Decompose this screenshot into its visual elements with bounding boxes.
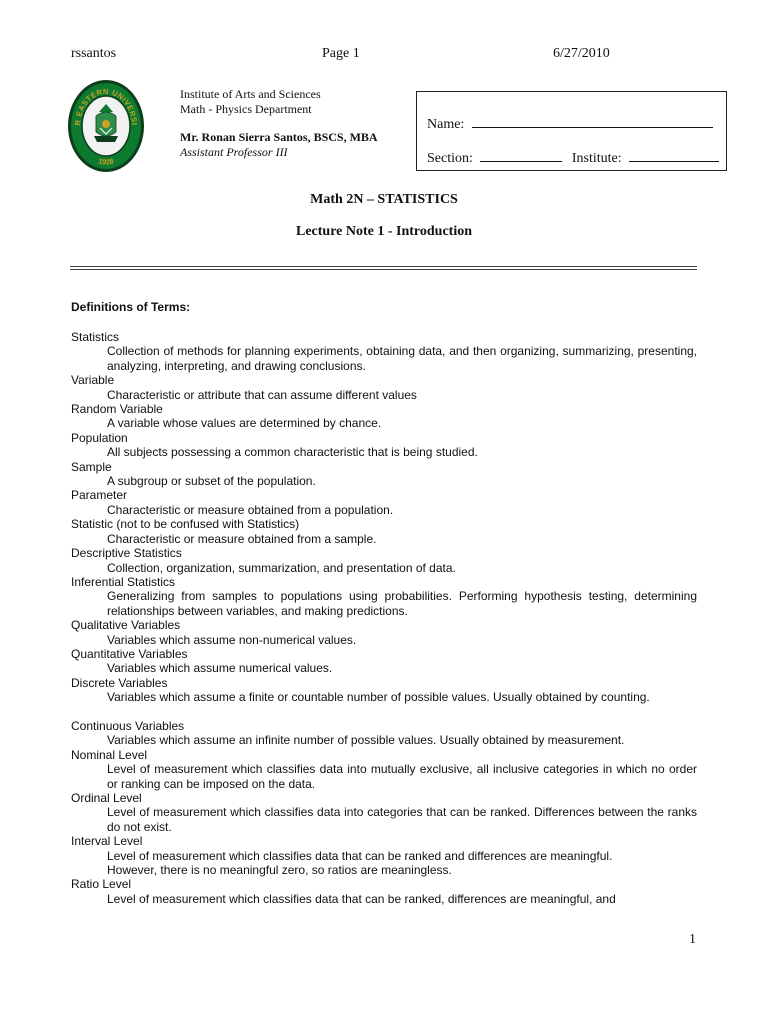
seal-text-top: R EASTERN UNIVERSI <box>72 86 140 126</box>
lecture-title: Lecture Note 1 - Introduction <box>295 224 473 239</box>
definition-item <box>71 488 697 517</box>
definition-description-continued: However, there is no meaningful zero, so ratios are meaningless. <box>107 863 452 878</box>
definition-description: Level of measurement which classifies data into categories that can be ranked. Differences between the ranks do not exist. <box>107 805 697 834</box>
definition-term: Ratio Level <box>71 877 132 892</box>
definition-description: A subgroup or subset of the population. <box>107 474 316 489</box>
definition-term: Parameter <box>71 488 128 503</box>
definition-item <box>71 877 697 906</box>
definitions-section <box>71 300 697 906</box>
institute-label: Institute: <box>571 151 622 166</box>
definition-description: Collection of methods for planning experiments, obtaining data, and then organizing, summarizing, presenting, analyzing, interpreting, and drawing conclusions. <box>107 344 697 373</box>
professor-position: Assistant Professor III <box>180 145 288 159</box>
header-page-label: Page 1 <box>322 46 360 61</box>
section-label: Section: <box>427 151 473 166</box>
paragraph-gap <box>71 705 697 719</box>
header-date: 6/27/2010 <box>553 46 610 61</box>
definition-term: Qualitative Variables <box>71 618 181 633</box>
definition-term: Random Variable <box>71 402 163 417</box>
definition-term: Statistic (not to be confused with Statistics) <box>71 517 300 532</box>
definition-description: Level of measurement which classifies data into mutually exclusive, all inclusive categories in which no order or ranking can be imposed on the data. <box>107 762 697 791</box>
professor-name: Mr. Ronan Sierra Santos, BSCS, MBA <box>180 130 378 144</box>
definition-item <box>71 373 697 402</box>
section-row <box>427 149 719 167</box>
student-info-box <box>416 91 727 171</box>
definition-description: Variables which assume numerical values. <box>107 661 333 676</box>
definition-item <box>71 575 697 618</box>
course-title: Math 2N – STATISTICS <box>310 192 458 207</box>
definition-item <box>71 431 697 460</box>
definition-description: Collection, organization, summarization, and presentation of data. <box>107 560 456 575</box>
definition-term: Ordinal Level <box>71 790 142 805</box>
divider-line-top <box>70 266 697 267</box>
name-blank-field[interactable] <box>472 115 713 128</box>
page-number: 1 <box>689 932 696 947</box>
definition-term: Variable <box>71 373 115 388</box>
definition-term: Interval Level <box>71 834 143 849</box>
name-row <box>427 115 713 133</box>
seal-graphic <box>66 78 146 174</box>
definition-item <box>71 517 697 546</box>
institution-block <box>180 87 378 160</box>
definition-description: A variable whose values are determined by chance. <box>107 416 382 431</box>
definition-term: Continuous Variables <box>71 718 185 733</box>
definition-description: Generalizing from samples to populations using probabilities. Performing hypothesis testing, determining relationships between variables, and making predictions. <box>107 589 697 618</box>
definition-item <box>71 546 697 575</box>
definition-description: Characteristic or measure obtained from a population. <box>107 502 394 517</box>
definition-description: Characteristic or measure obtained from a sample. <box>107 531 377 546</box>
institute-blank-field[interactable] <box>629 149 719 162</box>
university-seal-logo <box>66 78 146 174</box>
definition-description: Variables which assume an infinite number of possible values. Usually obtained by measurement. <box>107 733 625 748</box>
definition-item <box>71 748 697 791</box>
definition-term: Discrete Variables <box>71 675 168 690</box>
definition-item <box>71 460 697 489</box>
definition-description: Variables which assume a finite or countable number of possible values. Usually obtained by counting. <box>107 690 650 705</box>
definition-term: Inferential Statistics <box>71 574 176 589</box>
definition-description: Level of measurement which classifies data that can be ranked, differences are meaningful, and <box>107 891 616 906</box>
definition-description: All subjects possessing a common characteristic that is being studied. <box>107 445 478 460</box>
institute-name: Institute of Arts and Sciences <box>180 87 321 101</box>
definition-item <box>71 402 697 431</box>
definition-item <box>71 791 697 834</box>
definition-item <box>71 676 697 705</box>
definition-term: Population <box>71 430 128 445</box>
department-name: Math - Physics Department <box>180 102 312 116</box>
definition-description: Characteristic or attribute that can assume different values <box>107 387 417 402</box>
definition-description: Variables which assume non-numerical values. <box>107 632 357 647</box>
definition-item <box>71 330 697 373</box>
definition-item <box>71 834 697 877</box>
divider-line-bottom <box>70 269 697 270</box>
name-label: Name: <box>427 117 465 132</box>
definition-term: Descriptive Statistics <box>71 546 182 561</box>
section-heading: Definitions of Terms: <box>71 300 191 314</box>
definition-item <box>71 719 697 748</box>
definition-term: Sample <box>71 459 112 474</box>
definition-term: Statistics <box>71 330 120 344</box>
section-blank-field[interactable] <box>480 149 562 162</box>
definition-item <box>71 618 697 647</box>
definition-item <box>71 647 697 676</box>
definition-term: Quantitative Variables <box>71 646 188 661</box>
header-username: rssantos <box>71 46 117 61</box>
definition-term: Nominal Level <box>71 747 148 762</box>
seal-text-bottom: 1928 <box>97 156 115 167</box>
definition-description: Level of measurement which classifies data that can be ranked and differences are meaningful. <box>107 848 613 863</box>
